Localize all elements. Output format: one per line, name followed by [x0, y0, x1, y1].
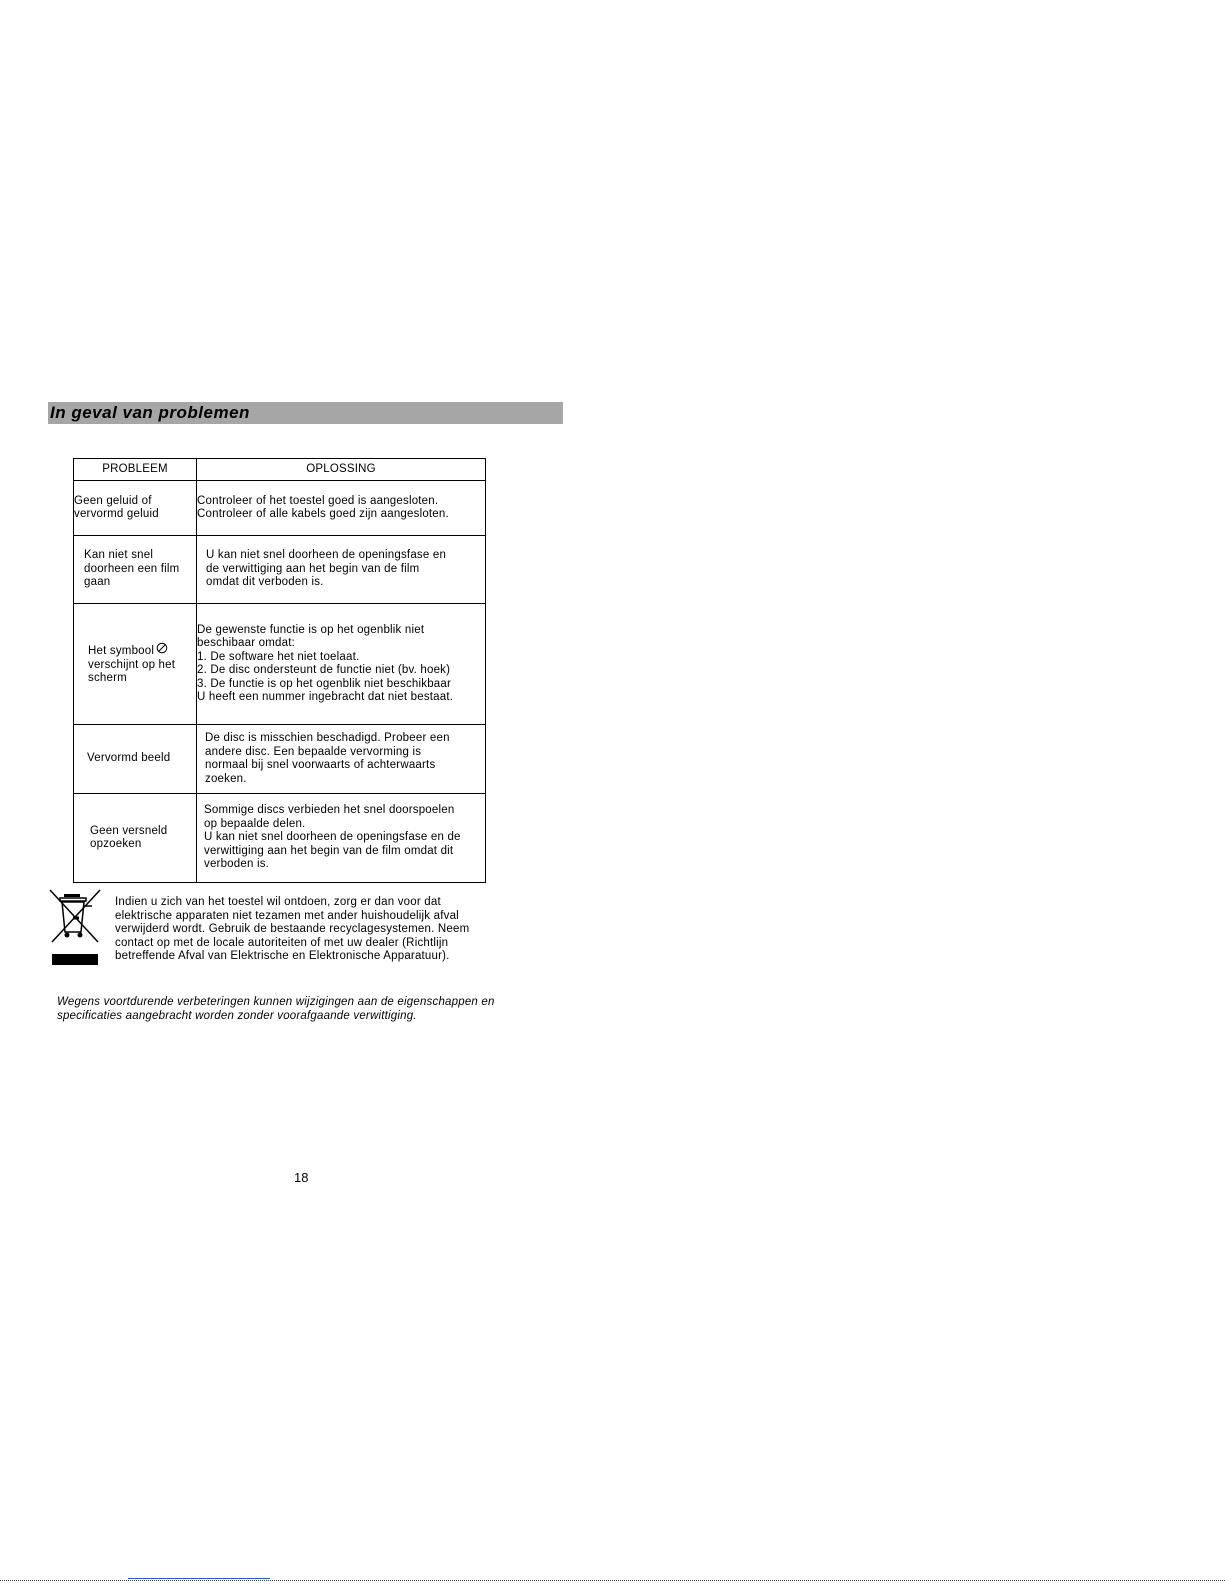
solution-cell — [197, 604, 486, 725]
weee-line: Indien u zich van het toestel wil ontdoen, zorg er dan voor dat — [115, 896, 441, 908]
problem-line: doorheen een film — [84, 562, 180, 575]
section-header — [48, 402, 563, 424]
solution-line: verwittiging aan het begin van de film omdat dit — [204, 844, 454, 857]
problem-line: Vervormd beeld — [87, 752, 171, 765]
problem-line: Geen versneld — [90, 824, 168, 837]
solution-line: zoeken. — [205, 772, 247, 785]
problem-cell — [74, 481, 197, 536]
solution-line: de verwittiging aan het begin van de film — [206, 562, 420, 575]
problem-line: verschijnt op het — [88, 658, 176, 671]
table-row — [74, 536, 486, 604]
solution-line: Sommige discs verbieden het snel doorspoelen — [204, 804, 455, 817]
disclaimer — [57, 996, 557, 1023]
section-title: In geval van problemen — [50, 403, 250, 422]
solution-line: Controleer of het toestel goed is aangesloten. — [197, 494, 439, 507]
solution-line: U kan niet snel doorheen de openingsfase en — [206, 549, 447, 562]
weee-line: contact op met de locale autoriteiten of met uw dealer (Richtlijn — [115, 936, 449, 949]
solution-line: op bepaalde delen. — [204, 817, 306, 830]
problem-line: vervormd geluid — [74, 508, 159, 520]
solution-cell — [197, 481, 486, 536]
problem-cell — [74, 604, 197, 725]
page-bottom-rule — [0, 1580, 1225, 1581]
table-row — [74, 725, 486, 794]
problem-line: opzoeken — [90, 838, 142, 850]
problem-cell — [74, 536, 197, 604]
problem-cell — [74, 725, 197, 794]
solution-line: omdat dit verboden is. — [206, 576, 324, 589]
solution-cell — [197, 794, 486, 883]
table-row — [74, 481, 486, 536]
table-row — [74, 794, 486, 883]
solution-cell — [197, 536, 486, 604]
prohibited-circle-icon — [156, 642, 168, 659]
solution-line: De gewenste functie is op het ogenblik niet — [197, 623, 425, 636]
solution-cell — [197, 725, 486, 794]
crossed-out-wheelie-bin-icon — [48, 888, 104, 970]
solution-line: 1. De software het niet toelaat. — [197, 650, 360, 663]
solution-line: 2. De disc ondersteunt de functie niet (bv. hoek) — [197, 664, 451, 676]
page-number: 18 — [294, 1170, 309, 1185]
weee-line: verwijderd wordt. Gebruik de bestaande recyclagesystemen. Neem — [115, 923, 470, 935]
troubleshooting-table — [73, 458, 486, 883]
solution-line: U heeft een nummer ingebracht dat niet bestaat. — [197, 691, 454, 703]
header-probleem: PROBLEEM — [74, 459, 197, 481]
solution-line: Controleer of alle kabels goed zijn aangesloten. — [197, 508, 449, 520]
problem-line: gaan — [84, 576, 111, 589]
solution-line: verboden is. — [204, 858, 270, 871]
disclaimer-line: specificaties aangebracht worden zonder voorafgaande verwittiging. — [57, 1009, 417, 1022]
problem-line: Geen geluid of — [74, 494, 152, 507]
header-oplossing: OPLOSSING — [197, 459, 486, 481]
bottom-link-underline — [128, 1578, 270, 1579]
table-row — [74, 604, 486, 725]
weee-line: elektrische apparaten niet tezamen met ander huishoudelijk afval — [115, 909, 459, 922]
weee-line: betreffende Afval van Elektrische en Elektronische Apparatuur). — [115, 950, 450, 962]
solution-line: beschibaar omdat: — [197, 637, 296, 649]
solution-line: 3. De functie is op het ogenblik niet beschikbaar — [197, 677, 452, 690]
solution-line: De disc is misschien beschadigd. Probeer een — [205, 732, 450, 744]
disclaimer-line: Wegens voortdurende verbeteringen kunnen wijzigingen aan de eigenschappen en — [57, 996, 495, 1008]
solution-line: andere disc. Een bepaalde vervorming is — [205, 745, 422, 758]
problem-cell — [74, 794, 197, 883]
problem-line: Kan niet snel — [84, 549, 154, 562]
problem-line-text: Het symbool — [88, 645, 155, 658]
problem-line: scherm — [88, 672, 127, 685]
problem-line — [88, 642, 196, 659]
weee-notice — [115, 896, 515, 964]
solution-line: U kan niet snel doorheen de openingsfase en de — [204, 831, 461, 844]
table-header-row — [74, 459, 486, 481]
solution-line: normaal bij snel voorwaarts of achterwaarts — [205, 759, 436, 771]
